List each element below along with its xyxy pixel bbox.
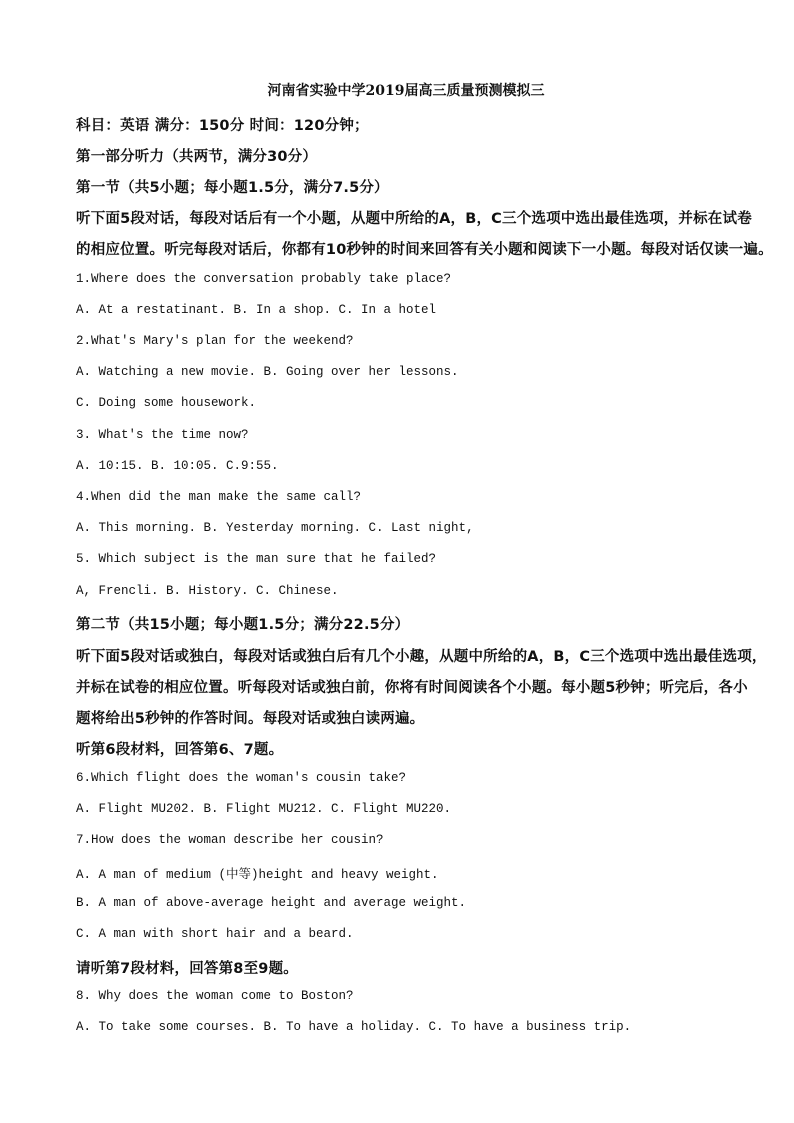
- section-heading-2: 第二节（共15小题；每小题1.5分；满分22.5分）: [76, 617, 410, 633]
- instructions-2b: 并标在试卷的相应位置。听每段对话或独白前，你将有时间阅读各个小题。每小题5秒钟；听完后，各小: [76, 680, 748, 696]
- question-6-options: A. Flight MU202. B. Flight MU212. C. Flight MU220.: [76, 802, 452, 816]
- instructions-1b: 的相应位置。听完每段对话后，你都有10秒钟的时间来回答有关小题和阅读下一小题。每段对话仅读一遍。: [76, 242, 773, 258]
- question-7-option-b: B. A man of above-average height and average weight.: [76, 896, 467, 910]
- question-8: 8. Why does the woman come to Boston?: [76, 989, 354, 1003]
- material-7-heading: 请听第7段材料，回答第8至9题。: [76, 961, 298, 977]
- question-1-options: A. At a restatinant. B. In a shop. C. In a hotel: [76, 303, 437, 317]
- question-2-options-b: C. Doing some housework.: [76, 396, 257, 410]
- instructions-2c: 题将给出5秒钟的作答时间。每段对话或独白读两遍。: [76, 711, 425, 727]
- material-6-heading: 听第6段材料，回答第6、7题。: [76, 742, 284, 758]
- question-6: 6.Which flight does the woman's cousin take?: [76, 771, 407, 785]
- question-4-options: A. This morning. B. Yesterday morning. C. Last night,: [76, 521, 474, 535]
- section-heading-1: 第一节（共5小题；每小题1.5分，满分7.5分）: [76, 180, 389, 196]
- question-2: 2.What's Mary's plan for the weekend?: [76, 334, 354, 348]
- document-title: 河南省实验中学2019届高三质量预测模拟三: [267, 83, 545, 99]
- question-8-options: A. To take some courses. B. To have a holiday. C. To have a business trip.: [76, 1020, 632, 1034]
- instructions-1a: 听下面5段对话，每段对话后有一个小题，从题中所给的A，B，C三个选项中选出最佳选项，并标在试卷: [76, 211, 752, 227]
- question-7: 7.How does the woman describe her cousin?: [76, 833, 384, 847]
- question-7-option-c: C. A man with short hair and a beard.: [76, 927, 354, 941]
- question-3-options: A. 10:15. B. 10:05. C.9:55.: [76, 459, 279, 473]
- question-5: 5. Which subject is the man sure that he failed?: [76, 552, 437, 566]
- question-5-options: A, Frencli. B. History. C. Chinese.: [76, 584, 339, 598]
- question-1: 1.Where does the conversation probably take place?: [76, 272, 452, 286]
- question-7-option-a: A. A man of medium (中等)height and heavy weight.: [76, 868, 439, 882]
- subject-line: 科目：英语 满分：150分 时间：120分钟；: [76, 118, 369, 134]
- instructions-2a: 听下面5段对话或独白，每段对话或独白后有几个小趣，从题中所给的A，B，C三个选项中选出最佳选项，: [76, 649, 767, 665]
- question-2-options-a: A. Watching a new movie. B. Going over her lessons.: [76, 365, 459, 379]
- part-heading: 第一部分听力（共两节，满分30分）: [76, 149, 318, 165]
- question-3: 3. What's the time now?: [76, 428, 249, 442]
- question-4: 4.When did the man make the same call?: [76, 490, 362, 504]
